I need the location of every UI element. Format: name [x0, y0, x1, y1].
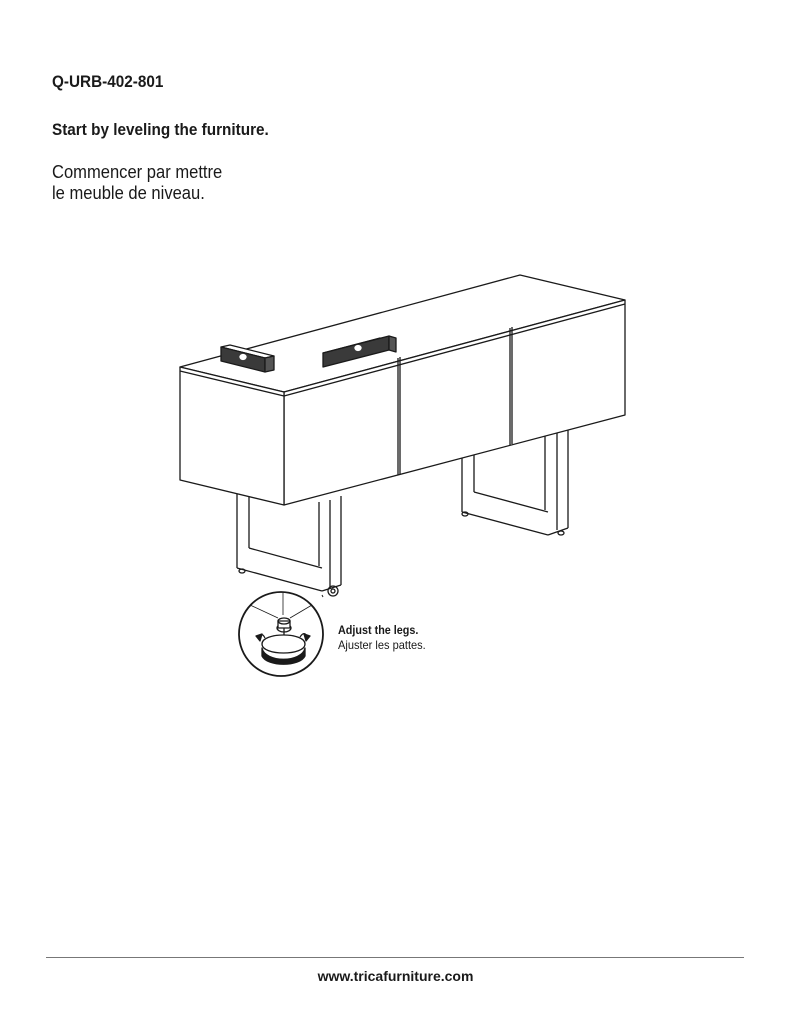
instruction-french-line1: Commencer par mettre — [52, 162, 223, 182]
cabinet-body — [180, 275, 625, 505]
front-leg-frame — [237, 490, 341, 591]
callout-english: Adjust the legs. — [338, 623, 419, 637]
callout-french: Ajuster les pattes. — [338, 638, 426, 652]
footer-website-link[interactable]: www.tricafurniture.com — [317, 968, 474, 984]
model-code: Q-URB-402-801 — [52, 72, 164, 91]
leveling-foot-zoom — [239, 592, 323, 676]
instruction-english: Start by leveling the furniture. — [52, 120, 269, 139]
instruction-french-line2: le meuble de niveau. — [52, 183, 205, 203]
footer-divider — [46, 957, 744, 958]
